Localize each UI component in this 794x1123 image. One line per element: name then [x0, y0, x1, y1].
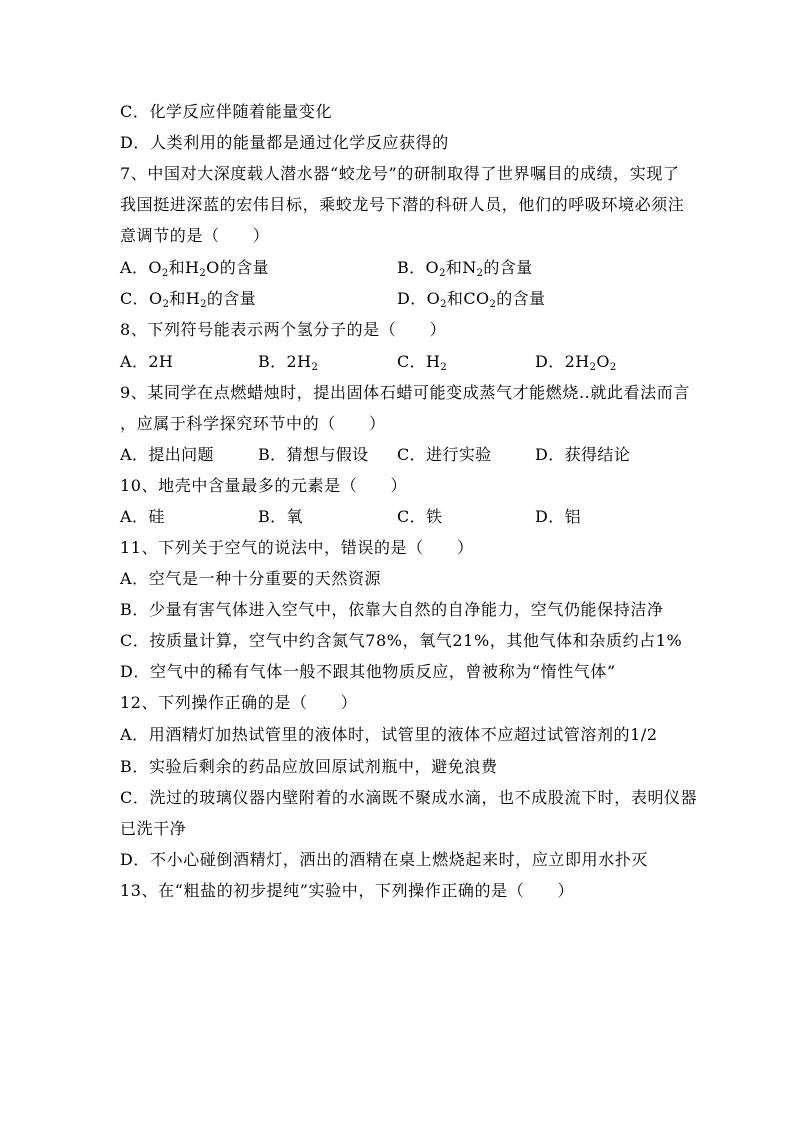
q11-stem: 11、下列关于空气的说法中，错误的是（ ） — [120, 538, 474, 557]
q9-option-c: C．进行实验 — [397, 445, 492, 464]
q12-option-d: D．不小心碰倒酒精灯，洒出的酒精在桌上燃烧起来时，应立即用水扑灭 — [120, 850, 649, 869]
q7-option-d: D．$O_2$和$CO_2$的含量 — [397, 289, 546, 310]
q10-option-a: A．硅 — [120, 507, 165, 526]
q12-option-c-line2: 已洗干净 — [120, 819, 187, 838]
q11-option-c: C．按质量计算，空气中约含氮气78%，氧气21%，其他气体和杂质约占1% — [120, 631, 683, 650]
q8-option-c: C．$H_2$ — [397, 352, 448, 373]
q7-option-a: A．$O_2$和$H_2O$的含量 — [120, 258, 269, 279]
q7-option-b: B．$O_2$和$N_2$的含量 — [397, 258, 533, 279]
q7-option-c: C．$O_2$和$H_2$的含量 — [120, 289, 257, 310]
q9-stem-line1: 9、某同学在点燃蜡烛时，提出固体石蜡可能变成蒸气才能燃烧..就此看法而言 — [120, 383, 690, 402]
q6-option-d: D．人类利用的能量都是通过化学反应获得的 — [120, 133, 449, 152]
q8-option-d: D．$2H_2O_2$ — [535, 352, 617, 373]
q11-option-d: D．空气中的稀有气体一般不跟其他物质反应，曾被称为“惰性气体” — [120, 662, 616, 681]
q12-option-c-line1: C．洗过的玻璃仪器内壁附着的水滴既不聚成水滴，也不成股流下时，表明仪器 — [120, 788, 698, 807]
q8-stem: 8、下列符号能表示两个氢分子的是（ ） — [120, 320, 447, 339]
q8-option-a: A．2H — [120, 352, 174, 371]
q10-option-b: B．氧 — [258, 507, 303, 526]
q10-option-d: D．铝 — [535, 507, 582, 526]
q9-option-d: D．获得结论 — [535, 445, 631, 464]
q10-stem: 10、地壳中含量最多的元素是（ ） — [120, 476, 408, 495]
q9-option-a: A．提出问题 — [120, 445, 214, 464]
q13-stem: 13、在“粗盐的初步提纯”实验中，下列操作正确的是（ ） — [120, 881, 575, 900]
q7-stem-line3: 意调节的是（ ） — [120, 226, 270, 245]
q11-option-a: A．空气是一种十分重要的天然资源 — [120, 569, 382, 588]
q9-option-b: B．猜想与假设 — [258, 445, 369, 464]
q12-option-b: B．实验后剩余的药品应放回原试剂瓶中，避免浪费 — [120, 757, 498, 776]
q12-option-a: A．用酒精灯加热试管里的液体时，试管里的液体不应超过试管溶剂的1/2 — [120, 725, 658, 744]
q6-option-c: C．化学反应伴随着能量变化 — [120, 102, 333, 121]
q12-stem: 12、下列操作正确的是（ ） — [120, 693, 358, 712]
q9-stem-line2: ，应属于科学探究环节中的（ ） — [120, 414, 386, 433]
q10-option-c: C．铁 — [397, 507, 443, 526]
q8-option-b: B．$2H_2$ — [258, 352, 319, 373]
q7-stem-line1: 7、中国对大深度载人潜水器“蛟龙号”的研制取得了世界嘱目的成绩，实现了 — [120, 164, 680, 183]
q11-option-b: B．少量有害气体进入空气中，依靠大自然的自净能力，空气仍能保持洁净 — [120, 600, 664, 619]
q7-stem-line2: 我国挺进深蓝的宏伟目标，乘蛟龙号下潜的科研人员，他们的呼吸环境必须注 — [120, 195, 685, 214]
